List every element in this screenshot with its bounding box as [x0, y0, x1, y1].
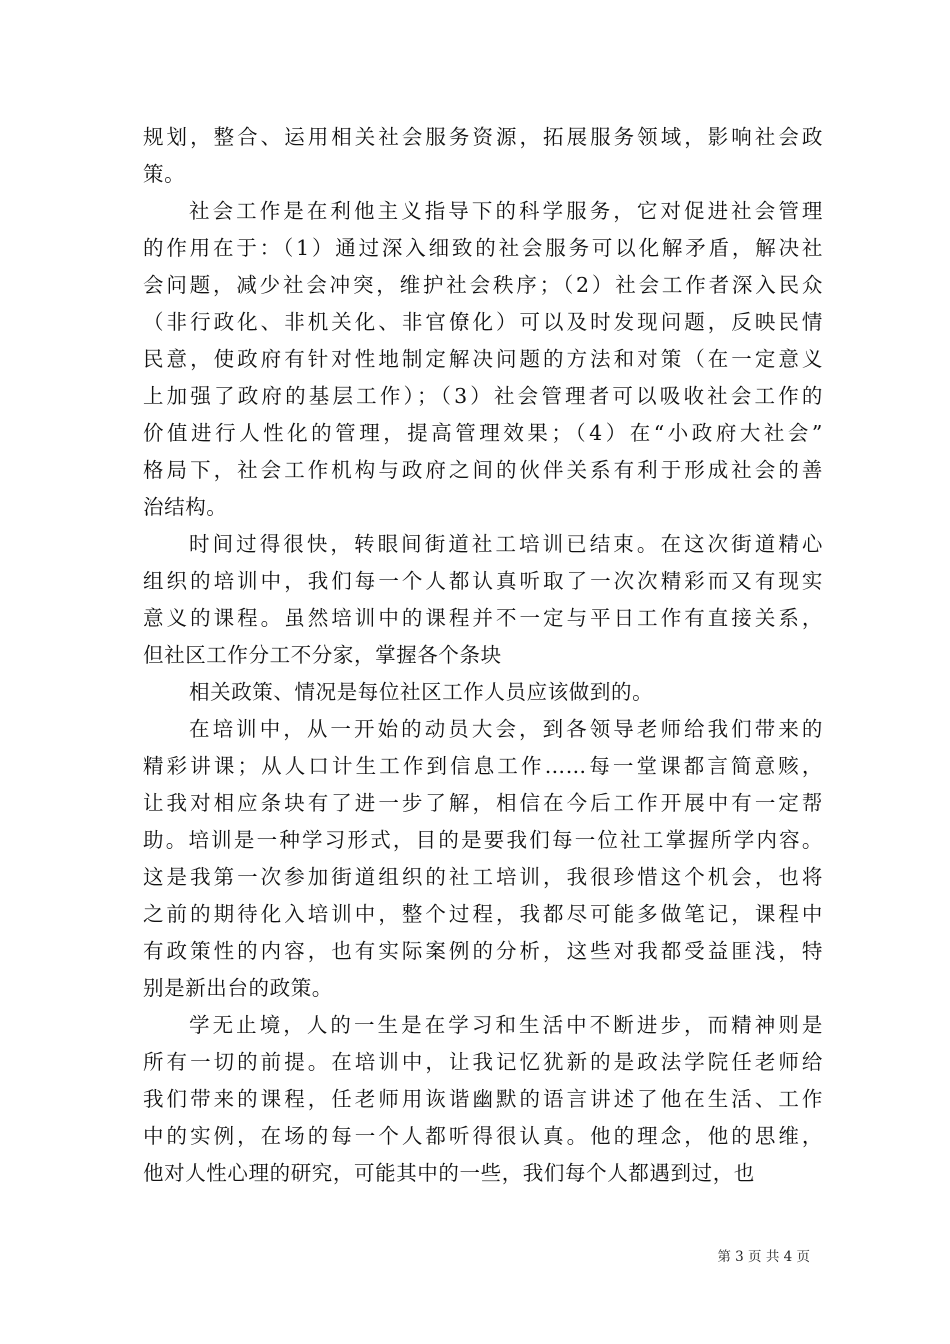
text-line: 策。: [143, 162, 186, 186]
text-line: 的作用在于：（1）通过深入细致的社会服务可以化解矛盾，解决社: [143, 236, 823, 260]
text-line: 有政策性的内容，也有实际案例的分析，这些对我都受益匪浅，特: [143, 939, 823, 963]
text-line: 价值进行人性化的管理，提高管理效果；（4）在“小政府大社会”: [143, 421, 823, 445]
text-line: 意义的课程。虽然培训中的课程并不一定与平日工作有直接关系，: [143, 606, 823, 630]
paragraph: [143, 674, 823, 711]
text-line: 助。培训是一种学习形式，目的是要我们每一位社工掌握所学内容。: [143, 828, 823, 852]
text-line: 学无止境，人的一生是在学习和生活中不断进步，而精神则是: [189, 1013, 823, 1037]
text-line: 会问题，减少社会冲突，维护社会秩序；（2）社会工作者深入民众: [143, 273, 823, 297]
text-line: 相关政策、情况是每位社区工作人员应该做到的。: [189, 680, 654, 704]
text-line: 上加强了政府的基层工作）；（3）社会管理者可以吸收社会工作的: [143, 384, 823, 408]
text-line: 在培训中，从一开始的动员大会，到各领导老师给我们带来的: [189, 717, 823, 741]
text-line: 规划，整合、运用相关社会服务资源，拓展服务领域，影响社会政: [143, 125, 823, 149]
text-line: （非行政化、非机关化、非官僚化）可以及时发现问题，反映民情: [143, 310, 823, 334]
page-number-footer: 第 3 页 共 4 页: [717, 1249, 810, 1265]
text-line: 别是新出台的政策。: [143, 976, 333, 1000]
paragraph: [143, 1007, 823, 1192]
text-line: 精彩讲课；从人口计生工作到信息工作……每一堂课都言简意赅，: [143, 754, 823, 778]
text-line: 让我对相应条块有了进一步了解，相信在今后工作开展中有一定帮: [143, 791, 823, 815]
text-line: 社会工作是在利他主义指导下的科学服务，它对促进社会管理: [189, 199, 823, 223]
paragraph: [143, 526, 823, 674]
paragraph: [143, 193, 823, 526]
text-line: 时间过得很快，转眼间街道社工培训已结束。在这次街道精心: [189, 532, 823, 556]
text-line: 我们带来的课程，任老师用诙谐幽默的语言讲述了他在生活、工作: [143, 1087, 823, 1111]
paragraph: [143, 711, 823, 1007]
text-line: 但社区工作分工不分家，掌握各个条块: [143, 643, 502, 667]
paragraph: [143, 119, 823, 193]
text-line: 所有一切的前提。在培训中，让我记忆犹新的是政法学院任老师给: [143, 1050, 823, 1074]
text-line: 这是我第一次参加街道组织的社工培训，我很珍惜这个机会，也将: [143, 865, 823, 889]
text-line: 治结构。: [143, 495, 228, 519]
text-line: 格局下，社会工作机构与政府之间的伙伴关系有利于形成社会的善: [143, 458, 823, 482]
text-line: 组织的培训中，我们每一个人都认真听取了一次次精彩而又有现实: [143, 569, 823, 593]
text-line: 之前的期待化入培训中，整个过程，我都尽可能多做笔记，课程中: [143, 902, 823, 926]
document-body: [143, 119, 823, 1192]
text-line: 中的实例，在场的每一个人都听得很认真。他的理念，他的思维，: [143, 1124, 823, 1148]
text-line: 他对人性心理的研究，可能其中的一些，我们每个人都遇到过，也: [143, 1161, 755, 1185]
text-line: 民意，使政府有针对性地制定解决问题的方法和对策（在一定意义: [143, 347, 823, 371]
